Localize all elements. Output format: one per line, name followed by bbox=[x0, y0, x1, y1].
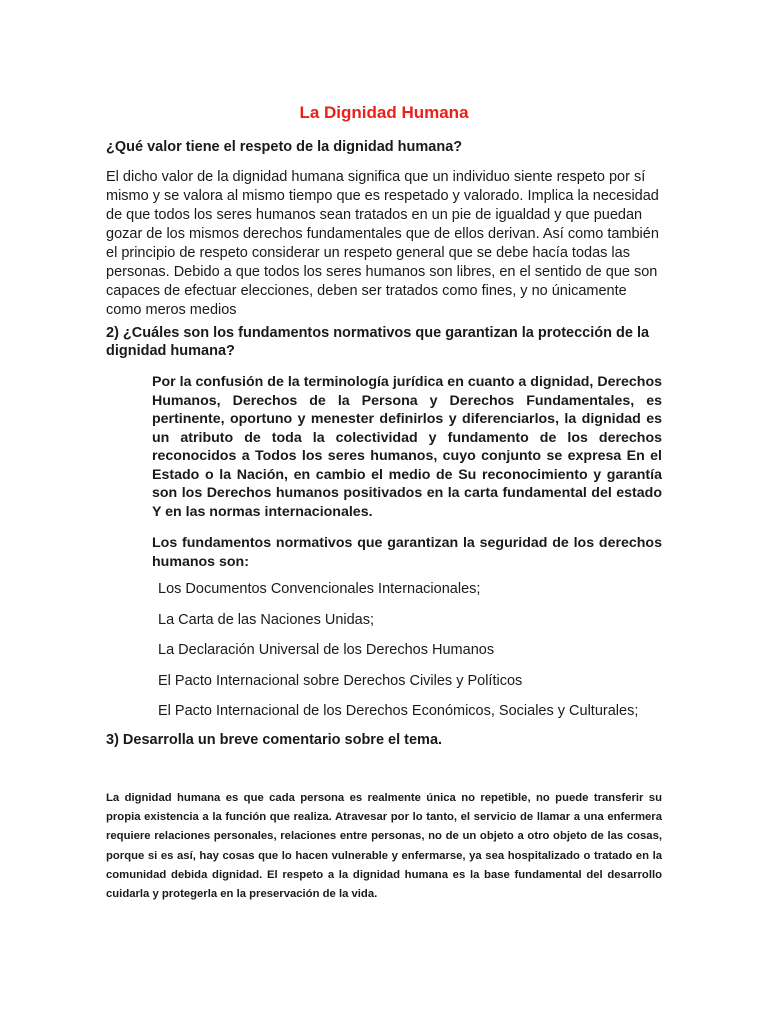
commentary-paragraph: La dignidad humana es que cada persona es realmente única no repetible, no puede transferir su propia existencia a la función que realiza. Atravesar por lo tanto, el servicio de llamar a una enfermera requiere relaciones personales, relaciones entre personas, no de un objeto a otro objeto de las cosas, porque si es así, hay cosas que lo hacen vulnerable y enfermarse, ya sea hospitalizado o tratado en la comunidad debida dignidad. El respeto a la dignidad humana es la base fundamental del desarrollo cuidarla y protegerla en la preservación de la vida. bbox=[106, 792, 662, 901]
document-title: La Dignidad Humana bbox=[299, 103, 469, 122]
question-1: ¿Qué valor tiene el respeto de la dignidad humana? bbox=[106, 139, 463, 155]
answer-2-paragraph: Por la confusión de la terminología jurídica en cuanto a dignidad, Derechos Humanos, Derechos de la Persona y Derechos Fundamentales, es pertinente, oportuno y menester definirlos y diferenciarlos, la dignidad es un atributo de toda la colectividad y fundamento de los derechos reconocidos a Todos los seres humanos, cuyo conjunto se expresa En el Estado o la Nación, en cambio el medio de Su reconocimiento y garantía son los Derechos humanos positivados en la carta fundamental del estado Y en las normas internacionales. bbox=[152, 374, 662, 520]
normative-list bbox=[158, 580, 678, 733]
answer-1-paragraph: El dicho valor de la dignidad humana significa que un individuo siente respeto por sí mismo y se valora al mismo tiempo que es respetado y valorado. Implica la necesidad de que todos los seres humanos sean tratados en un pie de igualdad y que puedan gozar de los mismos derechos fundamentales que de ellos derivan. Así como también el principio de respeto considerar un respeto general que se debe hacía todas las personas. Debido a que todos los seres humanos son libres, en el sentido de que son capaces de efectuar elecciones, deben ser tratados como fines, y no únicamente como meros medios bbox=[106, 169, 659, 318]
list-item: La Declaración Universal de los Derechos Humanos bbox=[158, 642, 495, 659]
list-item: El Pacto Internacional sobre Derechos Civiles y Políticos bbox=[158, 672, 523, 689]
question-3: 3) Desarrolla un breve comentario sobre el tema. bbox=[106, 732, 443, 748]
list-item: Los Documentos Convencionales Internacionales; bbox=[158, 581, 481, 597]
list-item: La Carta de las Naciones Unidas; bbox=[158, 611, 375, 628]
normative-intro: Los fundamentos normativos que garantizan la seguridad de los derechos humanos son: bbox=[152, 535, 662, 570]
question-2: 2) ¿Cuáles son los fundamentos normativos que garantizan la protección de la dignidad humana? bbox=[106, 325, 650, 359]
list-item: El Pacto Internacional de los Derechos Económicos, Sociales y Culturales; bbox=[158, 703, 639, 720]
